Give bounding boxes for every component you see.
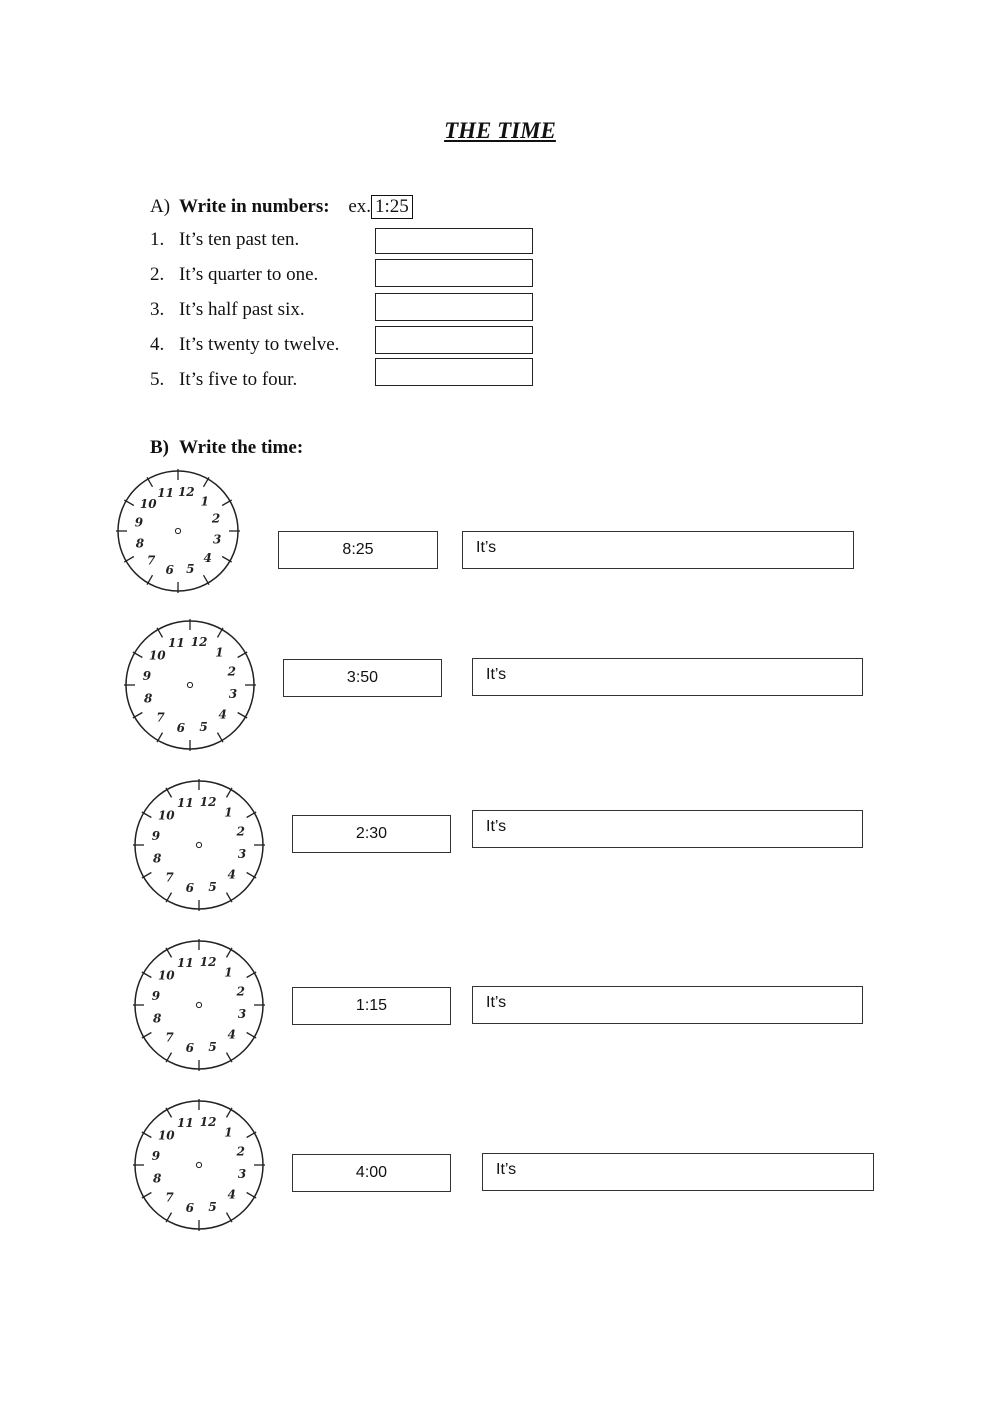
time-words-answer-box[interactable]: It’s	[472, 986, 863, 1024]
time-words-answer-box[interactable]: It’s	[472, 658, 863, 696]
answer-input-box[interactable]	[375, 326, 533, 354]
clock-numeral: 8	[152, 1011, 162, 1026]
clock-numeral: 12	[177, 484, 195, 499]
clock-numeral: 12	[199, 794, 217, 809]
answer-input-box[interactable]	[375, 358, 533, 386]
clock-face-icon[interactable]	[132, 1098, 266, 1232]
answer-input-box[interactable]	[375, 293, 533, 321]
section-a-instruction: Write in numbers:	[179, 196, 330, 217]
clock-numeral: 1	[215, 645, 224, 660]
clock-numeral: 2	[236, 824, 246, 839]
section-b-instruction: Write the time:	[179, 437, 304, 458]
clock-numeral: 5	[199, 719, 208, 734]
answer-input-box[interactable]	[375, 259, 533, 287]
list-item: 4. It’s twenty to twelve.	[150, 334, 340, 355]
clock-numeral: 10	[157, 808, 175, 823]
clock-numeral: 4	[227, 1027, 236, 1042]
list-item: 5. It’s five to four.	[150, 369, 298, 390]
clock-numeral: 7	[165, 870, 174, 885]
clock-numeral: 8	[143, 691, 153, 706]
section-b-letter: B)	[150, 437, 169, 458]
time-digits-box: 4:00	[292, 1154, 451, 1192]
clock-numeral: 12	[199, 1114, 217, 1129]
clock-numeral: 4	[227, 867, 236, 882]
clock-numeral: 9	[134, 515, 144, 530]
clock-numeral: 5	[208, 879, 217, 894]
clock-numeral: 8	[152, 1171, 162, 1186]
clock-numeral: 1	[224, 965, 233, 980]
clock-numeral: 6	[185, 1041, 195, 1056]
section-b-heading	[150, 437, 303, 459]
clock-numeral: 3	[237, 1167, 247, 1182]
clock-numeral: 9	[151, 828, 161, 843]
item-text: It’s twenty to twelve.	[179, 334, 340, 355]
clock-numeral: 11	[168, 636, 185, 651]
item-text: It’s half past six.	[179, 299, 305, 320]
clock-numeral: 11	[177, 1116, 194, 1131]
time-digits-box: 1:15	[292, 987, 451, 1025]
clock-numeral: 12	[199, 954, 217, 969]
time-digits-box: 3:50	[283, 659, 442, 697]
example-prefix: ex.	[348, 196, 372, 217]
time-digits-box: 8:25	[278, 531, 438, 569]
clock-numeral: 3	[237, 1007, 247, 1022]
clock-numeral: 9	[142, 668, 152, 683]
clock-numeral: 2	[236, 984, 246, 999]
time-digits-box: 2:30	[292, 815, 451, 853]
clock-numeral: 10	[157, 968, 175, 983]
clock-numeral: 7	[156, 710, 165, 725]
clock-face-icon[interactable]	[132, 938, 266, 1072]
section-a-heading	[150, 195, 413, 219]
clock-face-icon[interactable]	[115, 468, 241, 594]
time-words-answer-box[interactable]: It’s	[462, 531, 854, 569]
clock-numeral: 10	[157, 1128, 175, 1143]
clock-numeral: 9	[151, 1148, 161, 1163]
list-item: 3. It’s half past six.	[150, 299, 305, 320]
clock-numeral: 8	[152, 851, 162, 866]
clock-numeral: 11	[177, 796, 194, 811]
clock-numeral: 3	[212, 532, 222, 547]
clock-numeral: 2	[211, 511, 221, 526]
clock-numeral: 4	[218, 707, 227, 722]
clock-numeral: 7	[147, 553, 156, 568]
clock-numeral: 1	[224, 1125, 233, 1140]
clock-numeral: 3	[228, 687, 238, 702]
clock-numeral: 11	[177, 956, 194, 971]
clock-numeral: 5	[208, 1199, 217, 1214]
clock-numeral: 8	[135, 536, 145, 551]
answer-input-box[interactable]	[375, 228, 533, 254]
clock-numeral: 5	[186, 562, 195, 577]
page-title: THE TIME	[444, 118, 556, 143]
clock-numeral: 1	[200, 494, 209, 509]
list-item: 2. It’s quarter to one.	[150, 264, 319, 285]
clock-numeral: 7	[165, 1030, 174, 1045]
clock-face-icon[interactable]	[132, 778, 266, 912]
clock-numeral: 3	[237, 847, 247, 862]
clock-numeral: 1	[224, 805, 233, 820]
clock-numeral: 2	[227, 664, 237, 679]
clock-numeral: 2	[236, 1144, 246, 1159]
item-text: It’s quarter to one.	[179, 264, 319, 285]
section-a-letter: A)	[150, 196, 171, 217]
time-words-answer-box[interactable]: It’s	[482, 1153, 874, 1191]
clock-numeral: 5	[208, 1039, 217, 1054]
clock-face-icon[interactable]	[123, 618, 257, 752]
clock-numeral: 6	[176, 721, 186, 736]
clock-numeral: 11	[157, 485, 174, 500]
clock-numeral: 6	[185, 881, 195, 896]
clock-numeral: 7	[165, 1190, 174, 1205]
item-text: It’s five to four.	[179, 369, 298, 390]
clock-numeral: 6	[165, 563, 174, 578]
clock-numeral: 12	[190, 634, 208, 649]
item-text: It’s ten past ten.	[179, 229, 300, 250]
clock-numeral: 9	[151, 988, 161, 1003]
example-value-box: 1:25	[371, 195, 413, 219]
clock-numeral: 4	[227, 1187, 236, 1202]
time-words-answer-box[interactable]: It’s	[472, 810, 863, 848]
clock-numeral: 10	[148, 648, 166, 663]
clock-numeral: 10	[139, 497, 157, 512]
clock-numeral: 4	[203, 550, 212, 565]
clock-numeral: 6	[185, 1201, 195, 1216]
list-item: 1. It’s ten past ten.	[150, 229, 300, 250]
